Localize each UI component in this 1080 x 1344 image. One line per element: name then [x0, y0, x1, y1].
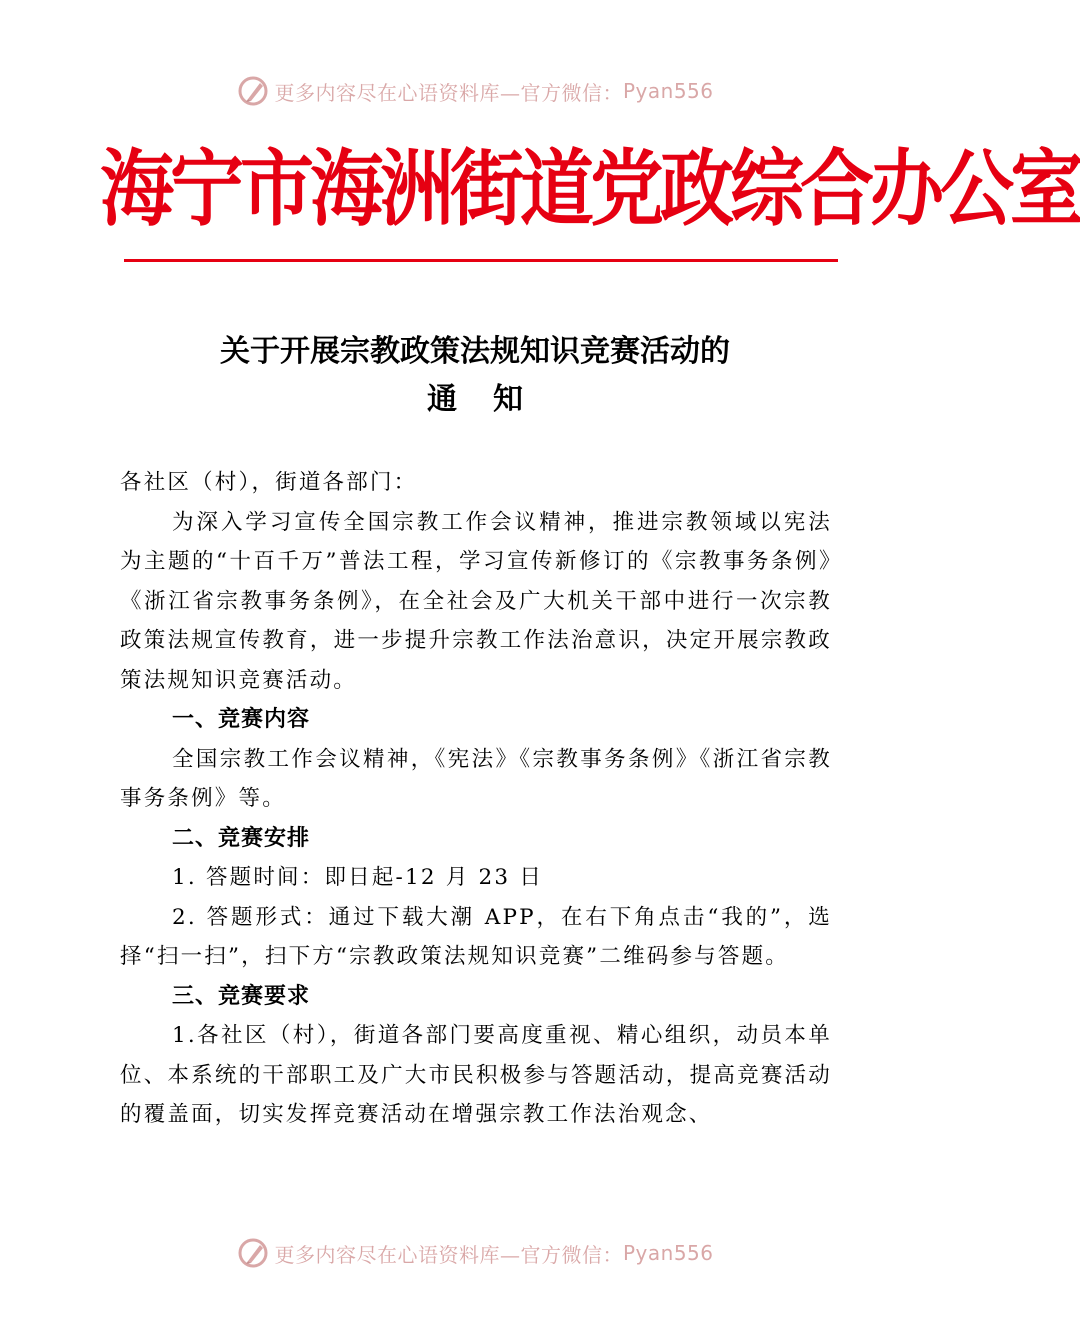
pen-logo-icon — [236, 74, 270, 108]
watermark-text: 更多内容尽在心语资料库—官方微信： — [274, 80, 623, 105]
section-1-text: 全国宗教工作会议精神，《宪法》《宗教事务条例》《浙江省宗教事务条例》等。 — [120, 746, 832, 811]
red-divider — [124, 259, 838, 262]
section-2-item-1: 1. 答题时间：即日起-12 月 23 日 — [172, 865, 544, 890]
intro-paragraph: 为深入学习宣传全国宗教工作会议精神，推进宗教领域以宪法为主题的“十百千万”普法工程，学习宣传新修订的《宗教事务条例》《浙江省宗教事务条例》，在全社会及广大机关干部中进行一次宗教政策法规宣传教育，进一步提升宗教工作法治意识，决定开展宗教政策法规知识竞赛活动。 — [120, 509, 832, 693]
watermark-wechat-id: Pyan556 — [622, 79, 714, 103]
section-1-heading: 一、竞赛内容 — [172, 707, 311, 732]
watermark-text: 更多内容尽在心语资料库—官方微信： — [274, 1242, 623, 1267]
pen-logo-icon — [236, 1236, 270, 1270]
watermark-bottom — [0, 1236, 950, 1270]
section-2-item-2: 2. 答题形式：通过下载大潮 APP，在右下角点击“我的”，选择“扫一扫”，扫下方“宗教政策法规知识竞赛”二维码参与答题。 — [120, 904, 832, 969]
title-line-2: 通知 — [427, 382, 559, 417]
section-3-item-1: 1.各社区（村），街道各部门要高度重视、精心组织，动员本单位、本系统的干部职工及广大市民积极参与答题活动，提高竞赛活动的覆盖面，切实发挥竞赛活动在增强宗教工作法治观念、 — [120, 1023, 832, 1127]
section-2-heading: 二、竞赛安排 — [172, 825, 311, 851]
masthead: 海宁市海洲街道党政综合办公室 — [100, 141, 1080, 238]
section-3-heading: 三、竞赛要求 — [172, 983, 311, 1009]
document-body — [120, 463, 832, 1135]
title-line-1: 关于开展宗教政策法规知识竞赛活动的 — [220, 334, 730, 369]
watermark-wechat-id: Pyan556 — [622, 1241, 714, 1265]
watermark-top — [0, 74, 950, 108]
document-title — [0, 328, 950, 424]
salutation: 各社区（村），街道各部门： — [120, 470, 418, 495]
